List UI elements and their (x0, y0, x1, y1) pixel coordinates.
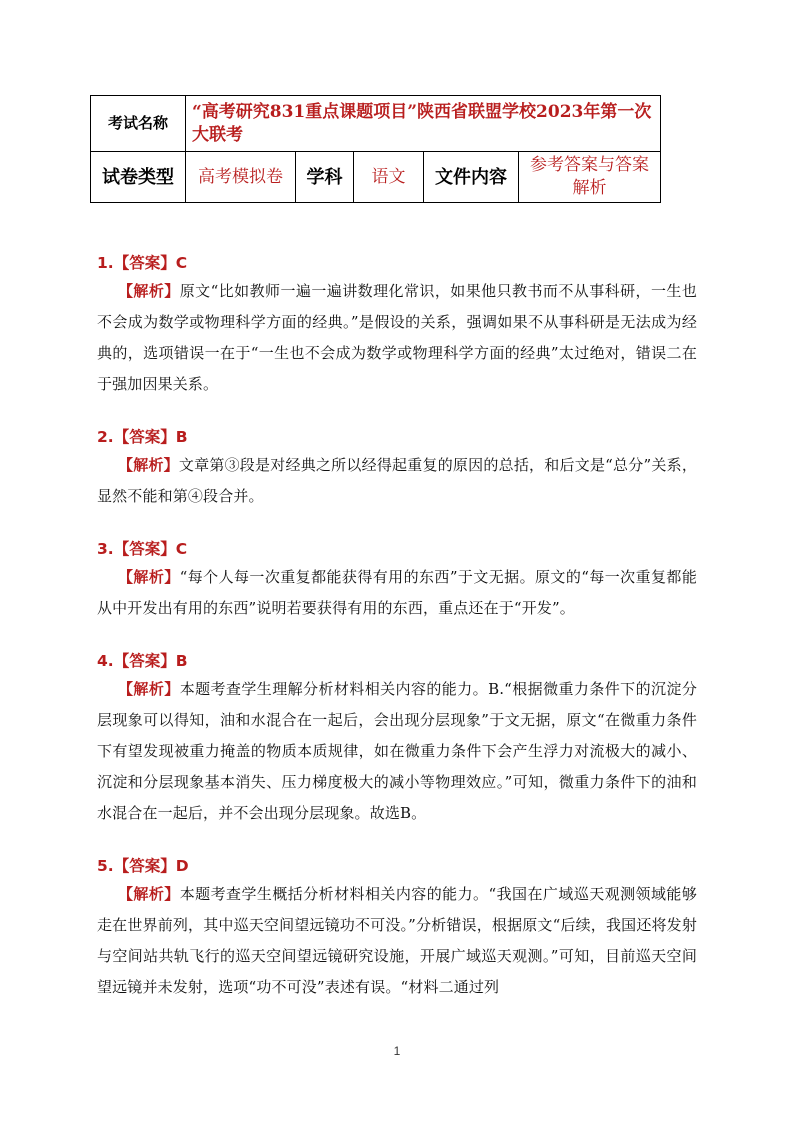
analysis-text: “每个人每一次重复都能获得有用的东西”于文无据。原文的“每一次重复都能从中开发出有用的东西”说明若要获得有用的东西，重点还在于“开发”。 (97, 568, 697, 617)
analysis-paragraph (97, 450, 697, 512)
question-item (97, 424, 697, 512)
answer-tag: 【答案】 (113, 652, 176, 670)
analysis-tag: 【解析】 (118, 680, 180, 698)
subject-label: 学科 (296, 152, 354, 203)
analysis-tag: 【解析】 (118, 456, 179, 474)
question-number: 1. (97, 254, 114, 272)
analysis-paragraph (97, 674, 697, 829)
analysis-tag: 【解析】 (118, 885, 180, 903)
answer-value: C (175, 540, 188, 558)
analysis-text: 本题考查学生理解分析材料相关内容的能力。B.“根据微重力条件下的沉淀分层现象可以得知，油和水混合在一起后，会出现分层现象”于文无据，原文“在微重力条件下有望发现被重力掩盖的物质本质规律，如在微重力条件下会产生浮力对流极大的减小、沉淀和分层现象基本消失、压力梯度极大的减小等物理效应。”可知，微重力条件下的油和水混合在一起后，并不会出现分层现象。故选B。 (97, 680, 697, 822)
analysis-paragraph (97, 562, 697, 624)
analysis-tag: 【解析】 (118, 568, 180, 586)
answer-line (97, 853, 697, 879)
question-number: 4. (97, 652, 114, 670)
paper-info-row (91, 152, 661, 203)
question-item (97, 648, 697, 829)
analysis-paragraph (97, 276, 697, 400)
paper-type-label: 试卷类型 (91, 152, 186, 203)
answers-section (97, 250, 697, 1027)
analysis-text: 原文“比如教师一遍一遍讲数理化常识，如果他只教书而不从事科研，一生也不会成为数学或物理科学方面的经典。”是假设的关系，强调如果不从事科研是无法成为经典的，选项错误一在于“一生也不会成为数学或物理科学方面的经典”太过绝对，错误二在于强加因果关系。 (97, 282, 697, 393)
exam-name-value: “高考研究831重点课题项目”陕西省联盟学校2023年第一次大联考 (186, 96, 661, 152)
exam-name-label: 考试名称 (91, 96, 186, 152)
answer-tag: 【答案】 (113, 254, 176, 272)
analysis-text: 文章第③段是对经典之所以经得起重复的原因的总括，和后文是“总分”关系，显然不能和第④段合并。 (97, 456, 697, 505)
analysis-text: 本题考查学生概括分析材料相关内容的能力。“我国在广域巡天观测领域能够走在世界前列，其中巡天空间望远镜功不可没。”分析错误，根据原文“后续，我国还将发射与空间站共轨飞行的巡天空间望远镜研究设施，开展广域巡天观测。”可知，目前巡天空间望远镜并未发射，选项“功不可没”表述有误。“材料二通过列 (97, 885, 697, 996)
answer-line (97, 250, 697, 276)
exam-info-table (90, 95, 661, 203)
file-content-value: 参考答案与答案解析 (519, 152, 661, 203)
answer-line (97, 536, 697, 562)
answer-value: B (175, 652, 188, 670)
paper-type-value: 高考模拟卷 (186, 152, 296, 203)
question-item (97, 853, 697, 1003)
answer-line (97, 648, 697, 674)
file-content-label: 文件内容 (424, 152, 519, 203)
question-item (97, 250, 697, 400)
question-number: 3. (97, 540, 114, 558)
analysis-paragraph (97, 879, 697, 1003)
analysis-tag: 【解析】 (118, 282, 180, 300)
answer-value: D (175, 857, 189, 875)
answer-value: C (175, 254, 188, 272)
answer-line (97, 424, 697, 450)
page-number: 1 (393, 1044, 401, 1058)
answer-value: B (175, 428, 188, 446)
exam-name-row (91, 96, 661, 152)
answer-tag: 【答案】 (113, 857, 176, 875)
answer-tag: 【答案】 (113, 428, 176, 446)
question-number: 2. (97, 428, 114, 446)
subject-value: 语文 (354, 152, 424, 203)
answer-tag: 【答案】 (113, 540, 176, 558)
question-number: 5. (97, 857, 114, 875)
question-item (97, 536, 697, 624)
